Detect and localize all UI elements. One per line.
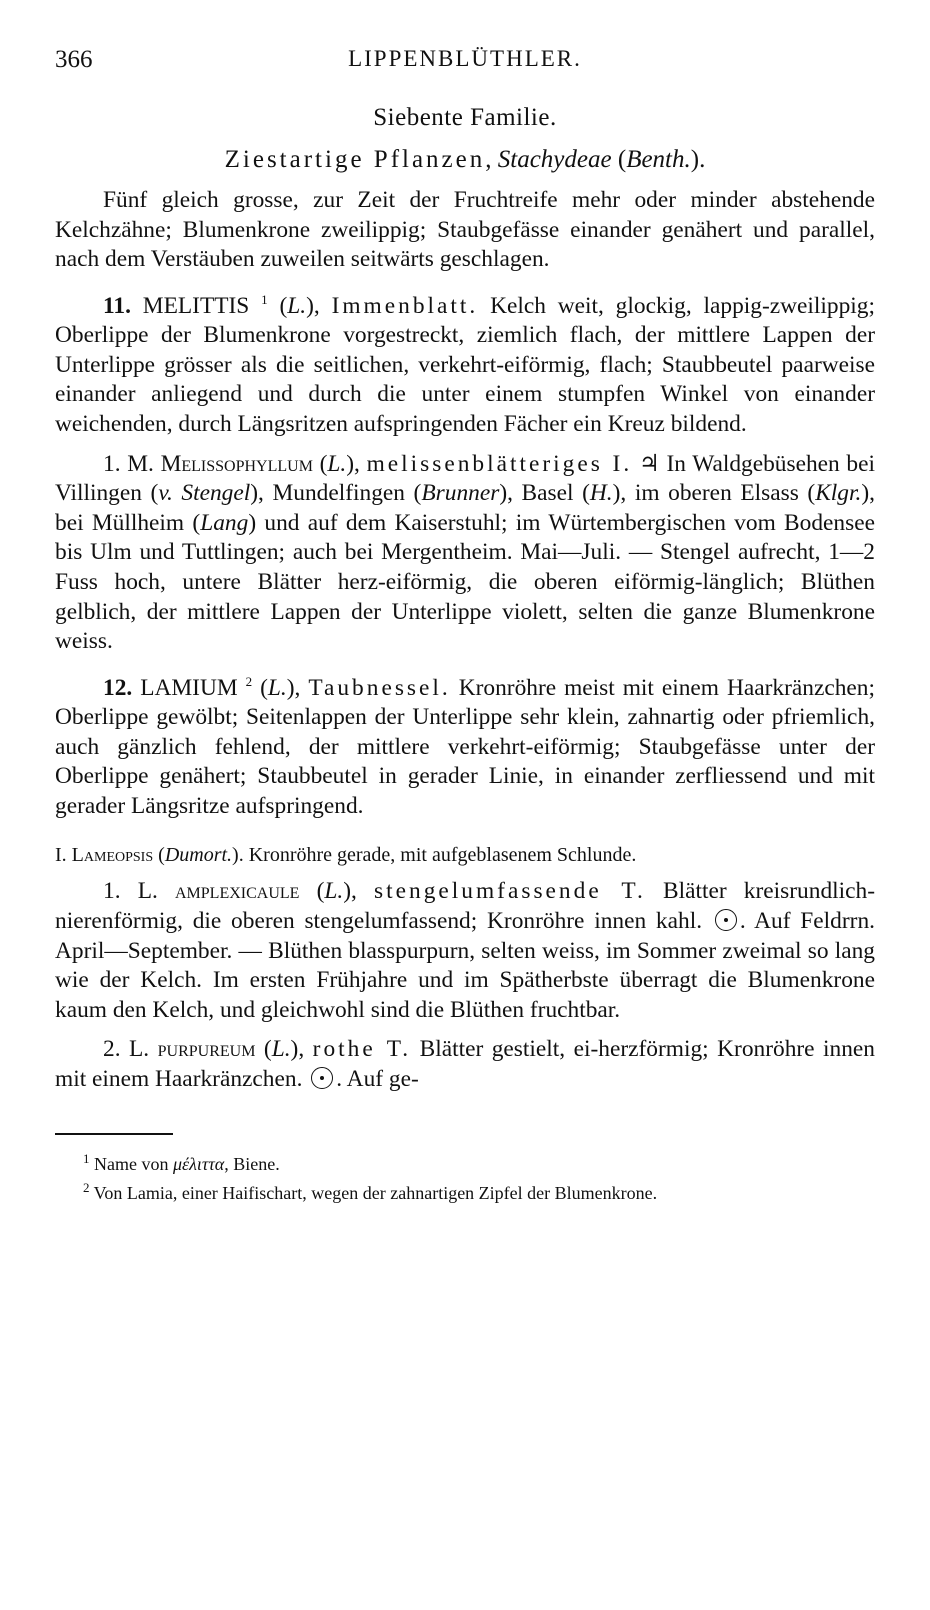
species-number: 2. L. [103,1036,150,1063]
footnote-ref: 1 [261,291,268,307]
species-melissophyllum: 1. M. Melissophyllum (L.), melissenblätteriges I. ♃ In Waldgebüsehen bei Villingen (v. Stengel), Mundelfingen (Brunner), Basel (H.), im oberen Elsass (Klgr.), bei Müllheim (Lang) und auf dem Kaiserstuhl; im Würtembergischen vom Bodensee bis Ulm und Tuttlingen; auch bei Mergentheim. Mai—Juli. — Stengel aufrecht, 1—2 Fuss hoch, untere Blätter herz-eiförmig, die oberen eiförmig-länglich; Blüthen gelblich, der mittlere Lappen der Unterlippe violett, selten die ganze Blumenkrone weiss. [55,450,876,655]
common-name: rothe T. [312,1036,412,1063]
species-purpureum: 2. L. purpureum (L.), rothe T. Blätter gestielt, ei-herzförmig; Kronröhre innen mit einem Haarkränzchen. . Auf ge- [55,1036,875,1093]
footnote-2: $^2$ Von Lamia, einer Haifischart, wegen der zahnartigen Zipfel der Blumenkrone. [83,1179,658,1203]
footnote-ref: 2 [245,673,253,689]
genus-number: 11. [103,292,131,319]
group-author: Benth. [626,146,691,173]
genus-name: MELITTIS [142,292,250,319]
genus-melittis: 11. MELITTIS $^1$ (L.), Immenblatt. Kelch weit, glockig, lappig-zweilippig; Oberlippe der Blumenkrone vorgestreckt, ziemlich flach, der mittlere Lappen der Unterlippe grösser als die seitlichen, verkehrt-eiförmig, flach; Staubbeutel paarweise einander anliegend und durch die unter einem stumpfen Winkel von einander weichenden, durch Längsritzen aufspringenden Fächer ein Kreuz bildend. [55,291,875,437]
running-title: LIPPENBLÜTHLER. [348,46,582,71]
annual-symbol-icon [715,909,737,931]
group-latin: Stachydeae [497,146,612,173]
common-name: Immenblatt. [331,292,479,319]
genus-number: 12. [103,674,133,701]
family-group-heading: Ziestartige Pflanzen, Stachydeae (Benth.). [224,146,706,173]
common-name: Taubnessel. [308,674,451,701]
species-name: amplexicaule [174,878,300,905]
family-description: Fünf gleich grosse, zur Zeit der Fruchtreife mehr oder minder abstehende Kelchzähne; Blumenkrone zweilippig; Staubgefässe einander genähert und parallel, nach dem Verstäuben zuweilen seitwärts geschlagen. [55,187,875,273]
footnote-1: $^1$ Name von μέλιττα, Biene. [83,1150,280,1174]
group-name: Ziestartige Pflanzen [224,146,486,173]
subgenus-lameopsis: I. Lameopsis (Dumort.). Kronröhre gerade, mit aufgeblasenem Schlunde. [55,844,637,867]
page-number: 366 [55,46,93,73]
species-name: Melissophyllum [160,450,313,477]
genus-description: Kronröhre meist mit einem Haarkränzchen; Oberlippe gewölbt; Seitenlappen der Unterlippe sehr klein, zahnartig oder pfriemlich, auch gänzlich fehlend, der mittlere verkehrt-eiförmig; Staubgefässe unter der Oberlippe genähert; Staubbeutel in gerader Linie, in einander zerfliessend und mit gerader Längsritze aufspringend. [55,674,875,819]
annual-symbol-icon [311,1067,333,1089]
family-heading: Siebente Familie. [373,104,557,131]
footnote-divider [55,1133,173,1135]
genus-description: Kelch weit, glockig, lappig-zweilippig; Oberlippe der Blumenkrone vorgestreckt, ziemlich flach, der mittlere Lappen der Unterlippe grösser als die seitlichen, verkehrt-eiförmig, flach; Staubbeutel paarweise einander anliegend und durch die unter einem stumpfen Winkel von einander weichenden, durch Längsritzen aufspringenden Fächer ein Kreuz bildend. [55,292,875,437]
common-name: melissenblätteriges I. [366,450,633,477]
page-header [55,46,875,80]
perennial-symbol-icon: ♃ [638,450,660,477]
species-number: 1. L. [103,878,158,905]
subgenus-description: Kronröhre gerade, mit aufgeblasenem Schlunde. [248,844,637,867]
genus-lamium: 12. LAMIUM $^2$ (L.), Taubnessel. Kronröhre meist mit einem Haarkränzchen; Oberlippe gewölbt; Seitenlappen der Unterlippe sehr klein, zahnartig oder pfriemlich, auch gänzlich fehlend, der mittlere verkehrt-eiförmig; Staubgefässe unter der Oberlippe genähert; Staubbeutel in gerader Linie, in einander zerfliessend und mit gerader Längsritze aufspringend. [55,673,875,819]
common-name: stengelumfassende T. [374,878,646,905]
species-number: 1. M. [103,450,154,477]
page-body [55,104,875,1205]
genus-name: LAMIUM [140,674,238,701]
species-name: purpureum [157,1036,256,1063]
subgenus-name: Lameopsis [71,844,154,867]
species-amplexicaule: 1. L. amplexicaule (L.), stengelumfassende T. Blätter kreisrundlich-nierenförmig, die oberen stengelumfassend; Kronröhre innen kahl. . Auf Feldrrn. April—September. — Blüthen blasspurpurn, selten weiss, im Sommer zweimal so lang wie der Kelch. Im ersten Frühjahre und im Spätherbste überragt die Blumenkrone kaum den Kelch, und gleichwohl sind die Blüthen fruchtbar. [55,878,875,1023]
greek-word: μέλιττα [172,1153,225,1174]
